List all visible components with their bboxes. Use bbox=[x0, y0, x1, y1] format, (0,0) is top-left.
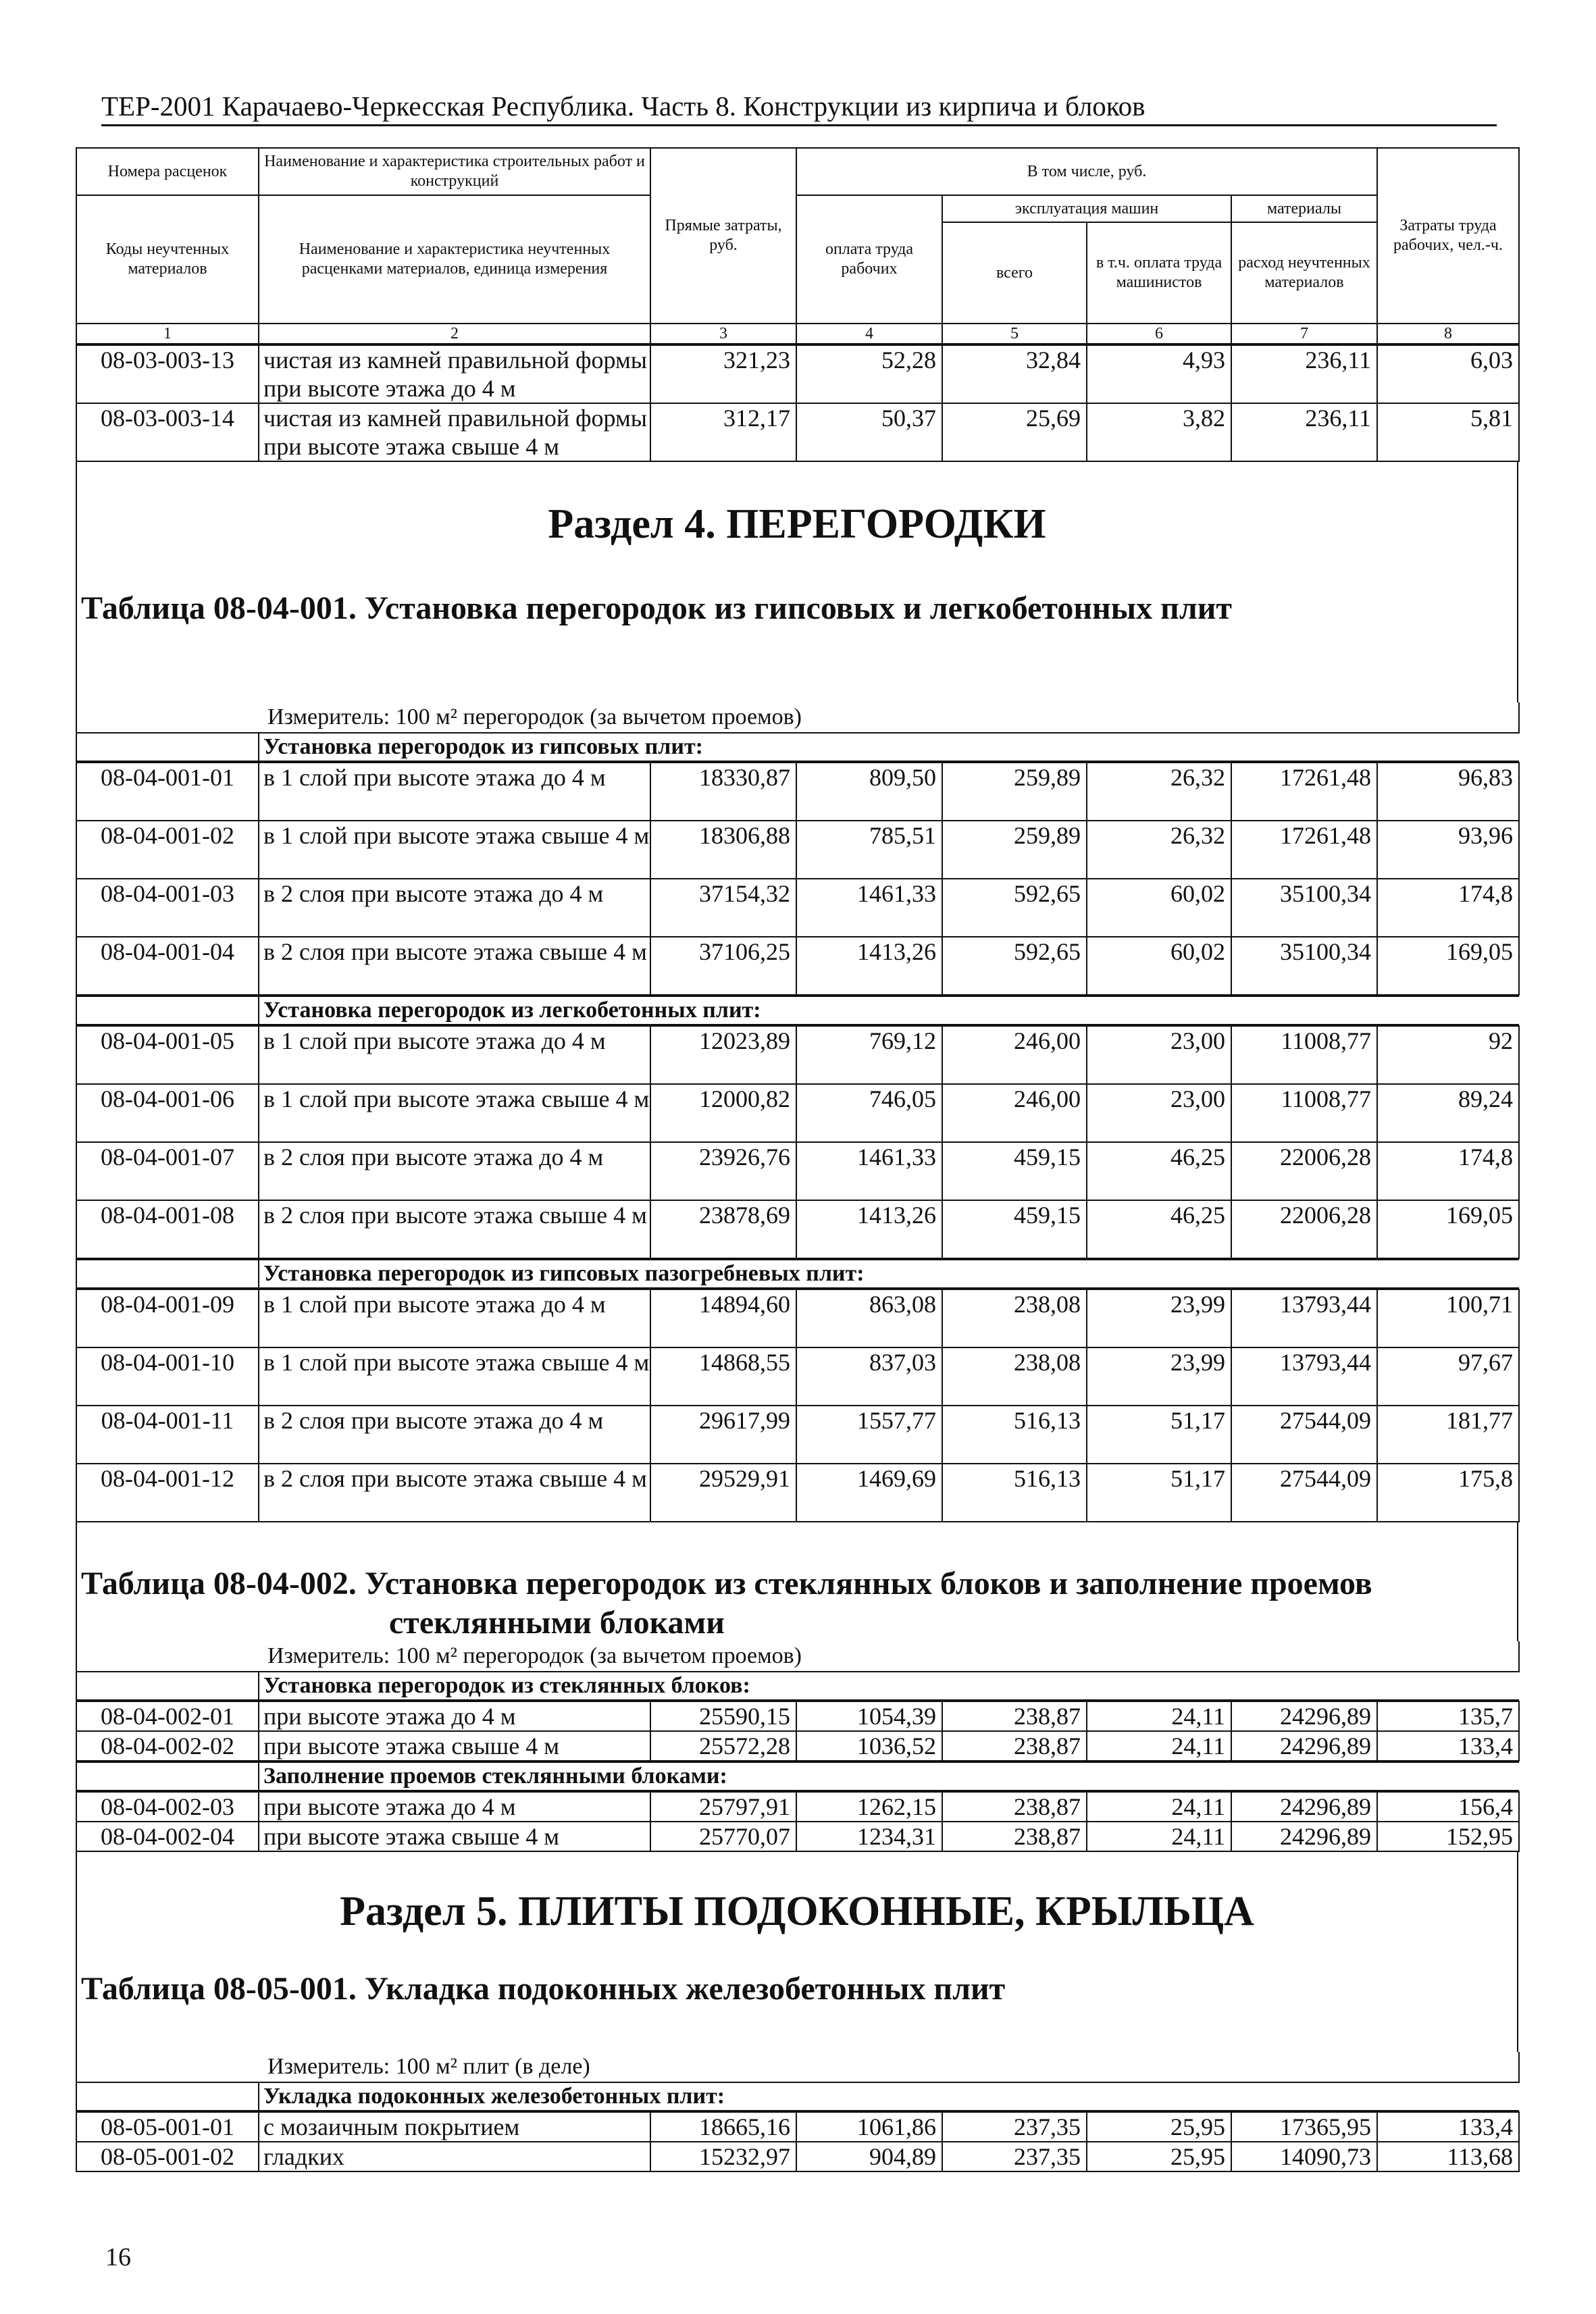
table-row bbox=[76, 1731, 1519, 1761]
direct-cost: 25572,28 bbox=[650, 1731, 796, 1761]
table-rows bbox=[76, 1025, 1520, 1259]
table-row bbox=[76, 2142, 1519, 2171]
labor-cost: 133,4 bbox=[1377, 2112, 1519, 2142]
direct-cost: 18306,88 bbox=[650, 821, 796, 879]
col-number: 3 bbox=[650, 324, 796, 344]
section-block bbox=[76, 1852, 1518, 2052]
rate-code: 08-04-001-08 bbox=[76, 1200, 259, 1258]
labor-pay: 1469,69 bbox=[796, 1464, 942, 1522]
labor-pay: 904,89 bbox=[796, 2142, 942, 2171]
measure-unit: Измеритель: 100 м² перегородок (за вычетом проемов) bbox=[76, 702, 1519, 733]
rate-name: в 2 слоя при высоте этажа до 4 м bbox=[259, 879, 650, 937]
machines-total: 32,84 bbox=[942, 345, 1087, 403]
col-materials-use: расход неучтенных материалов bbox=[1231, 222, 1377, 324]
labor-pay: 52,28 bbox=[796, 345, 942, 403]
machines-labor: 24,11 bbox=[1087, 1792, 1231, 1822]
table-row bbox=[76, 821, 1519, 879]
labor-pay: 769,12 bbox=[796, 1026, 942, 1084]
page-number: 16 bbox=[105, 2243, 131, 2271]
machines-total: 238,87 bbox=[942, 1792, 1087, 1822]
table-08-05-001 bbox=[76, 2052, 1520, 2111]
labor-cost: 5,81 bbox=[1377, 403, 1519, 461]
col-materials: материалы bbox=[1231, 195, 1377, 222]
machines-labor: 23,99 bbox=[1087, 1289, 1231, 1347]
col-number: 2 bbox=[259, 324, 650, 344]
col-codes-bottom: Коды неучтенных материалов bbox=[76, 195, 259, 324]
section-title: Раздел 5. ПЛИТЫ ПОДОКОННЫЕ, КРЫЛЬЦА bbox=[340, 1888, 1254, 1934]
rate-name: при высоте этажа до 4 м bbox=[259, 1792, 650, 1822]
materials: 35100,34 bbox=[1231, 879, 1377, 937]
machines-total: 516,13 bbox=[942, 1464, 1087, 1522]
rate-code: 08-04-001-11 bbox=[76, 1406, 259, 1464]
col-number: 4 bbox=[796, 324, 942, 344]
labor-pay: 1036,52 bbox=[796, 1731, 942, 1761]
rate-code: 08-04-001-04 bbox=[76, 937, 259, 995]
direct-cost: 321,23 bbox=[650, 345, 796, 403]
labor-cost: 97,67 bbox=[1377, 1347, 1519, 1406]
rate-name: при высоте этажа свыше 4 м bbox=[259, 1822, 650, 1851]
labor-cost: 89,24 bbox=[1377, 1084, 1519, 1142]
labor-pay: 50,37 bbox=[796, 403, 942, 461]
section-block bbox=[76, 462, 1518, 702]
materials: 35100,34 bbox=[1231, 937, 1377, 995]
table-row bbox=[76, 1347, 1519, 1406]
materials: 11008,77 bbox=[1231, 1084, 1377, 1142]
table-title-line: Таблица 08-04-002. Установка перегородок из стеклянных блоков и заполнение проемов bbox=[81, 1566, 1372, 1601]
labor-pay: 1461,33 bbox=[796, 879, 942, 937]
machines-labor: 46,25 bbox=[1087, 1200, 1231, 1258]
machines-labor: 23,99 bbox=[1087, 1347, 1231, 1406]
rate-code: 08-05-001-02 bbox=[76, 2142, 259, 2171]
labor-pay: 863,08 bbox=[796, 1289, 942, 1347]
labor-pay: 785,51 bbox=[796, 821, 942, 879]
table-row bbox=[76, 1142, 1519, 1200]
direct-cost: 12023,89 bbox=[650, 1026, 796, 1084]
table-row bbox=[76, 2112, 1519, 2142]
machines-labor: 25,95 bbox=[1087, 2112, 1231, 2142]
rate-code: 08-05-001-01 bbox=[76, 2112, 259, 2142]
rate-name: в 2 слоя при высоте этажа свыше 4 м bbox=[259, 1200, 650, 1258]
table-08-04-001 bbox=[76, 702, 1520, 762]
direct-cost: 23878,69 bbox=[650, 1200, 796, 1258]
rate-name: в 1 слой при высоте этажа свыше 4 м bbox=[259, 1347, 650, 1406]
labor-cost: 169,05 bbox=[1377, 1200, 1519, 1258]
materials: 24296,89 bbox=[1231, 1822, 1377, 1851]
table-title: Таблица 08-04-001. Установка перегородок из гипсовых и легкобетонных плит bbox=[81, 590, 1232, 626]
direct-cost: 18665,16 bbox=[650, 2112, 796, 2142]
rate-name: чистая из камней правильной формы при высоте этажа до 4 м bbox=[259, 345, 650, 403]
machines-labor: 24,11 bbox=[1087, 1822, 1231, 1851]
machines-total: 259,89 bbox=[942, 821, 1087, 879]
col-number: 8 bbox=[1377, 324, 1519, 344]
table-title-line: стеклянными блоками bbox=[389, 1605, 725, 1641]
table-title: Таблица 08-05-001. Укладка подоконных железобетонных плит bbox=[81, 1971, 1006, 2007]
machines-total: 459,15 bbox=[942, 1142, 1087, 1200]
machines-labor: 51,17 bbox=[1087, 1406, 1231, 1464]
rate-name: гладких bbox=[259, 2142, 650, 2171]
materials: 27544,09 bbox=[1231, 1464, 1377, 1522]
table-group bbox=[76, 996, 1519, 1025]
measure-unit: Измеритель: 100 м² перегородок (за вычетом проемов) bbox=[76, 1641, 1519, 1672]
table-rows bbox=[76, 1289, 1520, 1522]
col-machines-total: всего bbox=[942, 222, 1087, 324]
labor-pay: 809,50 bbox=[796, 763, 942, 821]
direct-cost: 37106,25 bbox=[650, 937, 796, 995]
labor-pay: 1413,26 bbox=[796, 937, 942, 995]
labor-cost: 100,71 bbox=[1377, 1289, 1519, 1347]
rate-code: 08-04-001-05 bbox=[76, 1026, 259, 1084]
table-row bbox=[76, 763, 1519, 821]
table-rows bbox=[76, 762, 1520, 996]
table-row bbox=[76, 879, 1519, 937]
materials: 22006,28 bbox=[1231, 1200, 1377, 1258]
machines-labor: 46,25 bbox=[1087, 1142, 1231, 1200]
rate-code: 08-04-001-02 bbox=[76, 821, 259, 879]
group-header: Установка перегородок из легкобетонных плит: bbox=[259, 996, 1519, 1025]
machines-total: 246,00 bbox=[942, 1084, 1087, 1142]
rate-name: при высоте этажа свыше 4 м bbox=[259, 1731, 650, 1761]
table-title-block bbox=[76, 1522, 1518, 1641]
machines-total: 237,35 bbox=[942, 2142, 1087, 2171]
col-number: 6 bbox=[1087, 324, 1231, 344]
section-title: Раздел 4. ПЕРЕГОРОДКИ bbox=[548, 501, 1046, 547]
rate-name: в 2 слоя при высоте этажа свыше 4 м bbox=[259, 937, 650, 995]
col-labor-cost: Затраты труда рабочих, чел.-ч. bbox=[1377, 148, 1519, 324]
table-row bbox=[76, 1792, 1519, 1822]
direct-cost: 25590,15 bbox=[650, 1701, 796, 1731]
table-row bbox=[76, 1406, 1519, 1464]
table-row bbox=[76, 1822, 1519, 1851]
rate-code: 08-04-001-10 bbox=[76, 1347, 259, 1406]
machines-total: 592,65 bbox=[942, 937, 1087, 995]
labor-cost: 133,4 bbox=[1377, 1731, 1519, 1761]
table-row bbox=[76, 1200, 1519, 1258]
direct-cost: 14894,60 bbox=[650, 1289, 796, 1347]
rate-name: чистая из камней правильной формы при высоте этажа свыше 4 м bbox=[259, 403, 650, 461]
machines-labor: 24,11 bbox=[1087, 1701, 1231, 1731]
labor-cost: 6,03 bbox=[1377, 345, 1519, 403]
col-number: 5 bbox=[942, 324, 1087, 344]
labor-pay: 1413,26 bbox=[796, 1200, 942, 1258]
labor-cost: 175,8 bbox=[1377, 1464, 1519, 1522]
rate-name: в 2 слоя при высоте этажа до 4 м bbox=[259, 1142, 650, 1200]
group-header: Укладка подоконных железобетонных плит: bbox=[259, 2082, 1519, 2111]
machines-labor: 23,00 bbox=[1087, 1084, 1231, 1142]
col-labor-pay: оплата труда рабочих bbox=[796, 195, 942, 324]
rate-code: 08-04-002-04 bbox=[76, 1822, 259, 1851]
col-name-bottom: Наименование и характеристика неучтенных расценками материалов, единица измерения bbox=[259, 195, 650, 324]
price-table bbox=[76, 147, 1518, 2172]
machines-labor: 60,02 bbox=[1087, 879, 1231, 937]
machines-total: 459,15 bbox=[942, 1200, 1087, 1258]
measure-unit: Измеритель: 100 м² плит (в деле) bbox=[76, 2052, 1519, 2082]
materials: 13793,44 bbox=[1231, 1347, 1377, 1406]
direct-cost: 29617,99 bbox=[650, 1406, 796, 1464]
rate-code: 08-03-003-14 bbox=[76, 403, 259, 461]
machines-labor: 4,93 bbox=[1087, 345, 1231, 403]
column-header bbox=[76, 147, 1520, 344]
rate-code: 08-04-002-02 bbox=[76, 1731, 259, 1761]
direct-cost: 15232,97 bbox=[650, 2142, 796, 2171]
machines-total: 238,08 bbox=[942, 1347, 1087, 1406]
table-rows bbox=[76, 1791, 1520, 1852]
materials: 24296,89 bbox=[1231, 1701, 1377, 1731]
col-name-top: Наименование и характеристика строительных работ и конструкций bbox=[259, 148, 650, 195]
labor-cost: 152,95 bbox=[1377, 1822, 1519, 1851]
table-group bbox=[76, 1762, 1519, 1791]
col-codes-top: Номера расценок bbox=[76, 148, 259, 195]
materials: 22006,28 bbox=[1231, 1142, 1377, 1200]
machines-total: 238,87 bbox=[942, 1701, 1087, 1731]
group-header: Заполнение проемов стеклянными блоками: bbox=[259, 1762, 1519, 1791]
labor-pay: 1054,39 bbox=[796, 1701, 942, 1731]
page-header: ТЕР-2001 Карачаево-Черкесская Республика. Часть 8. Конструкции из кирпича и блоков bbox=[101, 89, 1497, 126]
labor-pay: 746,05 bbox=[796, 1084, 942, 1142]
materials: 236,11 bbox=[1231, 403, 1377, 461]
continuation-rows bbox=[76, 344, 1520, 462]
labor-cost: 113,68 bbox=[1377, 2142, 1519, 2171]
direct-cost: 18330,87 bbox=[650, 763, 796, 821]
col-number: 1 bbox=[76, 324, 259, 344]
materials: 236,11 bbox=[1231, 345, 1377, 403]
labor-pay: 1061,86 bbox=[796, 2112, 942, 2142]
labor-cost: 92 bbox=[1377, 1026, 1519, 1084]
machines-labor: 26,32 bbox=[1087, 763, 1231, 821]
col-machines: эксплуатация машин bbox=[942, 195, 1231, 222]
labor-cost: 93,96 bbox=[1377, 821, 1519, 879]
table-rows bbox=[76, 2111, 1520, 2172]
labor-pay: 1262,15 bbox=[796, 1792, 942, 1822]
machines-labor: 24,11 bbox=[1087, 1731, 1231, 1761]
machines-total: 238,87 bbox=[942, 1822, 1087, 1851]
machines-total: 237,35 bbox=[942, 2112, 1087, 2142]
machines-labor: 23,00 bbox=[1087, 1026, 1231, 1084]
direct-cost: 37154,32 bbox=[650, 879, 796, 937]
group-header: Установка перегородок из гипсовых плит: bbox=[259, 733, 1519, 761]
labor-pay: 837,03 bbox=[796, 1347, 942, 1406]
rate-name: в 1 слой при высоте этажа до 4 м bbox=[259, 1289, 650, 1347]
table-group bbox=[76, 1259, 1519, 1289]
group-header: Установка перегородок из гипсовых пазогребневых плит: bbox=[259, 1260, 1519, 1288]
table-row bbox=[76, 1026, 1519, 1084]
direct-cost: 25770,07 bbox=[650, 1822, 796, 1851]
rate-code: 08-04-001-06 bbox=[76, 1084, 259, 1142]
materials: 24296,89 bbox=[1231, 1731, 1377, 1761]
materials: 11008,77 bbox=[1231, 1026, 1377, 1084]
labor-cost: 156,4 bbox=[1377, 1792, 1519, 1822]
table-row bbox=[76, 1464, 1519, 1522]
col-direct: Прямые затраты, руб. bbox=[650, 148, 796, 324]
materials: 17261,48 bbox=[1231, 763, 1377, 821]
rate-name: в 1 слой при высоте этажа до 4 м bbox=[259, 763, 650, 821]
labor-cost: 174,8 bbox=[1377, 879, 1519, 937]
machines-labor: 51,17 bbox=[1087, 1464, 1231, 1522]
machines-total: 516,13 bbox=[942, 1406, 1087, 1464]
rate-code: 08-04-001-03 bbox=[76, 879, 259, 937]
table-title bbox=[77, 1564, 1372, 1643]
labor-pay: 1557,77 bbox=[796, 1406, 942, 1464]
machines-labor: 60,02 bbox=[1087, 937, 1231, 995]
machines-total: 246,00 bbox=[942, 1026, 1087, 1084]
rate-name: в 1 слой при высоте этажа свыше 4 м bbox=[259, 821, 650, 879]
table-08-04-002 bbox=[76, 1641, 1520, 1701]
materials: 27544,09 bbox=[1231, 1406, 1377, 1464]
materials: 17261,48 bbox=[1231, 821, 1377, 879]
labor-cost: 181,77 bbox=[1377, 1406, 1519, 1464]
direct-cost: 312,17 bbox=[650, 403, 796, 461]
rate-code: 08-04-001-12 bbox=[76, 1464, 259, 1522]
table-rows bbox=[76, 1701, 1520, 1762]
rate-name: в 1 слой при высоте этажа до 4 м bbox=[259, 1026, 650, 1084]
direct-cost: 29529,91 bbox=[650, 1464, 796, 1522]
labor-cost: 169,05 bbox=[1377, 937, 1519, 995]
rate-code: 08-04-001-07 bbox=[76, 1142, 259, 1200]
rate-code: 08-04-002-01 bbox=[76, 1701, 259, 1731]
labor-cost: 135,7 bbox=[1377, 1701, 1519, 1731]
materials: 24296,89 bbox=[1231, 1792, 1377, 1822]
table-row bbox=[76, 937, 1519, 995]
table-row bbox=[76, 1084, 1519, 1142]
labor-cost: 96,83 bbox=[1377, 763, 1519, 821]
materials: 14090,73 bbox=[1231, 2142, 1377, 2171]
direct-cost: 25797,91 bbox=[650, 1792, 796, 1822]
machines-total: 238,08 bbox=[942, 1289, 1087, 1347]
table-row bbox=[76, 1289, 1519, 1347]
rate-code: 08-03-003-13 bbox=[76, 345, 259, 403]
rate-code: 08-04-001-01 bbox=[76, 763, 259, 821]
table-row bbox=[76, 345, 1519, 403]
rate-code: 08-04-001-09 bbox=[76, 1289, 259, 1347]
rate-name: в 2 слоя при высоте этажа свыше 4 м bbox=[259, 1464, 650, 1522]
rate-name: в 1 слой при высоте этажа свыше 4 м bbox=[259, 1084, 650, 1142]
materials: 17365,95 bbox=[1231, 2112, 1377, 2142]
direct-cost: 23926,76 bbox=[650, 1142, 796, 1200]
rate-name: в 2 слоя при высоте этажа до 4 м bbox=[259, 1406, 650, 1464]
labor-pay: 1234,31 bbox=[796, 1822, 942, 1851]
labor-pay: 1461,33 bbox=[796, 1142, 942, 1200]
col-including: В том числе, руб. bbox=[796, 148, 1377, 195]
table-row bbox=[76, 1701, 1519, 1731]
materials: 13793,44 bbox=[1231, 1289, 1377, 1347]
machines-total: 25,69 bbox=[942, 403, 1087, 461]
col-machines-labor: в т.ч. оплата труда машинистов bbox=[1087, 222, 1231, 324]
machines-labor: 3,82 bbox=[1087, 403, 1231, 461]
direct-cost: 14868,55 bbox=[650, 1347, 796, 1406]
rate-name: с мозаичным покрытием bbox=[259, 2112, 650, 2142]
rate-code: 08-04-002-03 bbox=[76, 1792, 259, 1822]
machines-labor: 26,32 bbox=[1087, 821, 1231, 879]
machines-total: 238,87 bbox=[942, 1731, 1087, 1761]
table-row bbox=[76, 403, 1519, 461]
group-header: Установка перегородок из стеклянных блоков: bbox=[259, 1672, 1519, 1700]
labor-cost: 174,8 bbox=[1377, 1142, 1519, 1200]
machines-labor: 25,95 bbox=[1087, 2142, 1231, 2171]
rate-name: при высоте этажа до 4 м bbox=[259, 1701, 650, 1731]
machines-total: 592,65 bbox=[942, 879, 1087, 937]
direct-cost: 12000,82 bbox=[650, 1084, 796, 1142]
machines-total: 259,89 bbox=[942, 763, 1087, 821]
col-number: 7 bbox=[1231, 324, 1377, 344]
